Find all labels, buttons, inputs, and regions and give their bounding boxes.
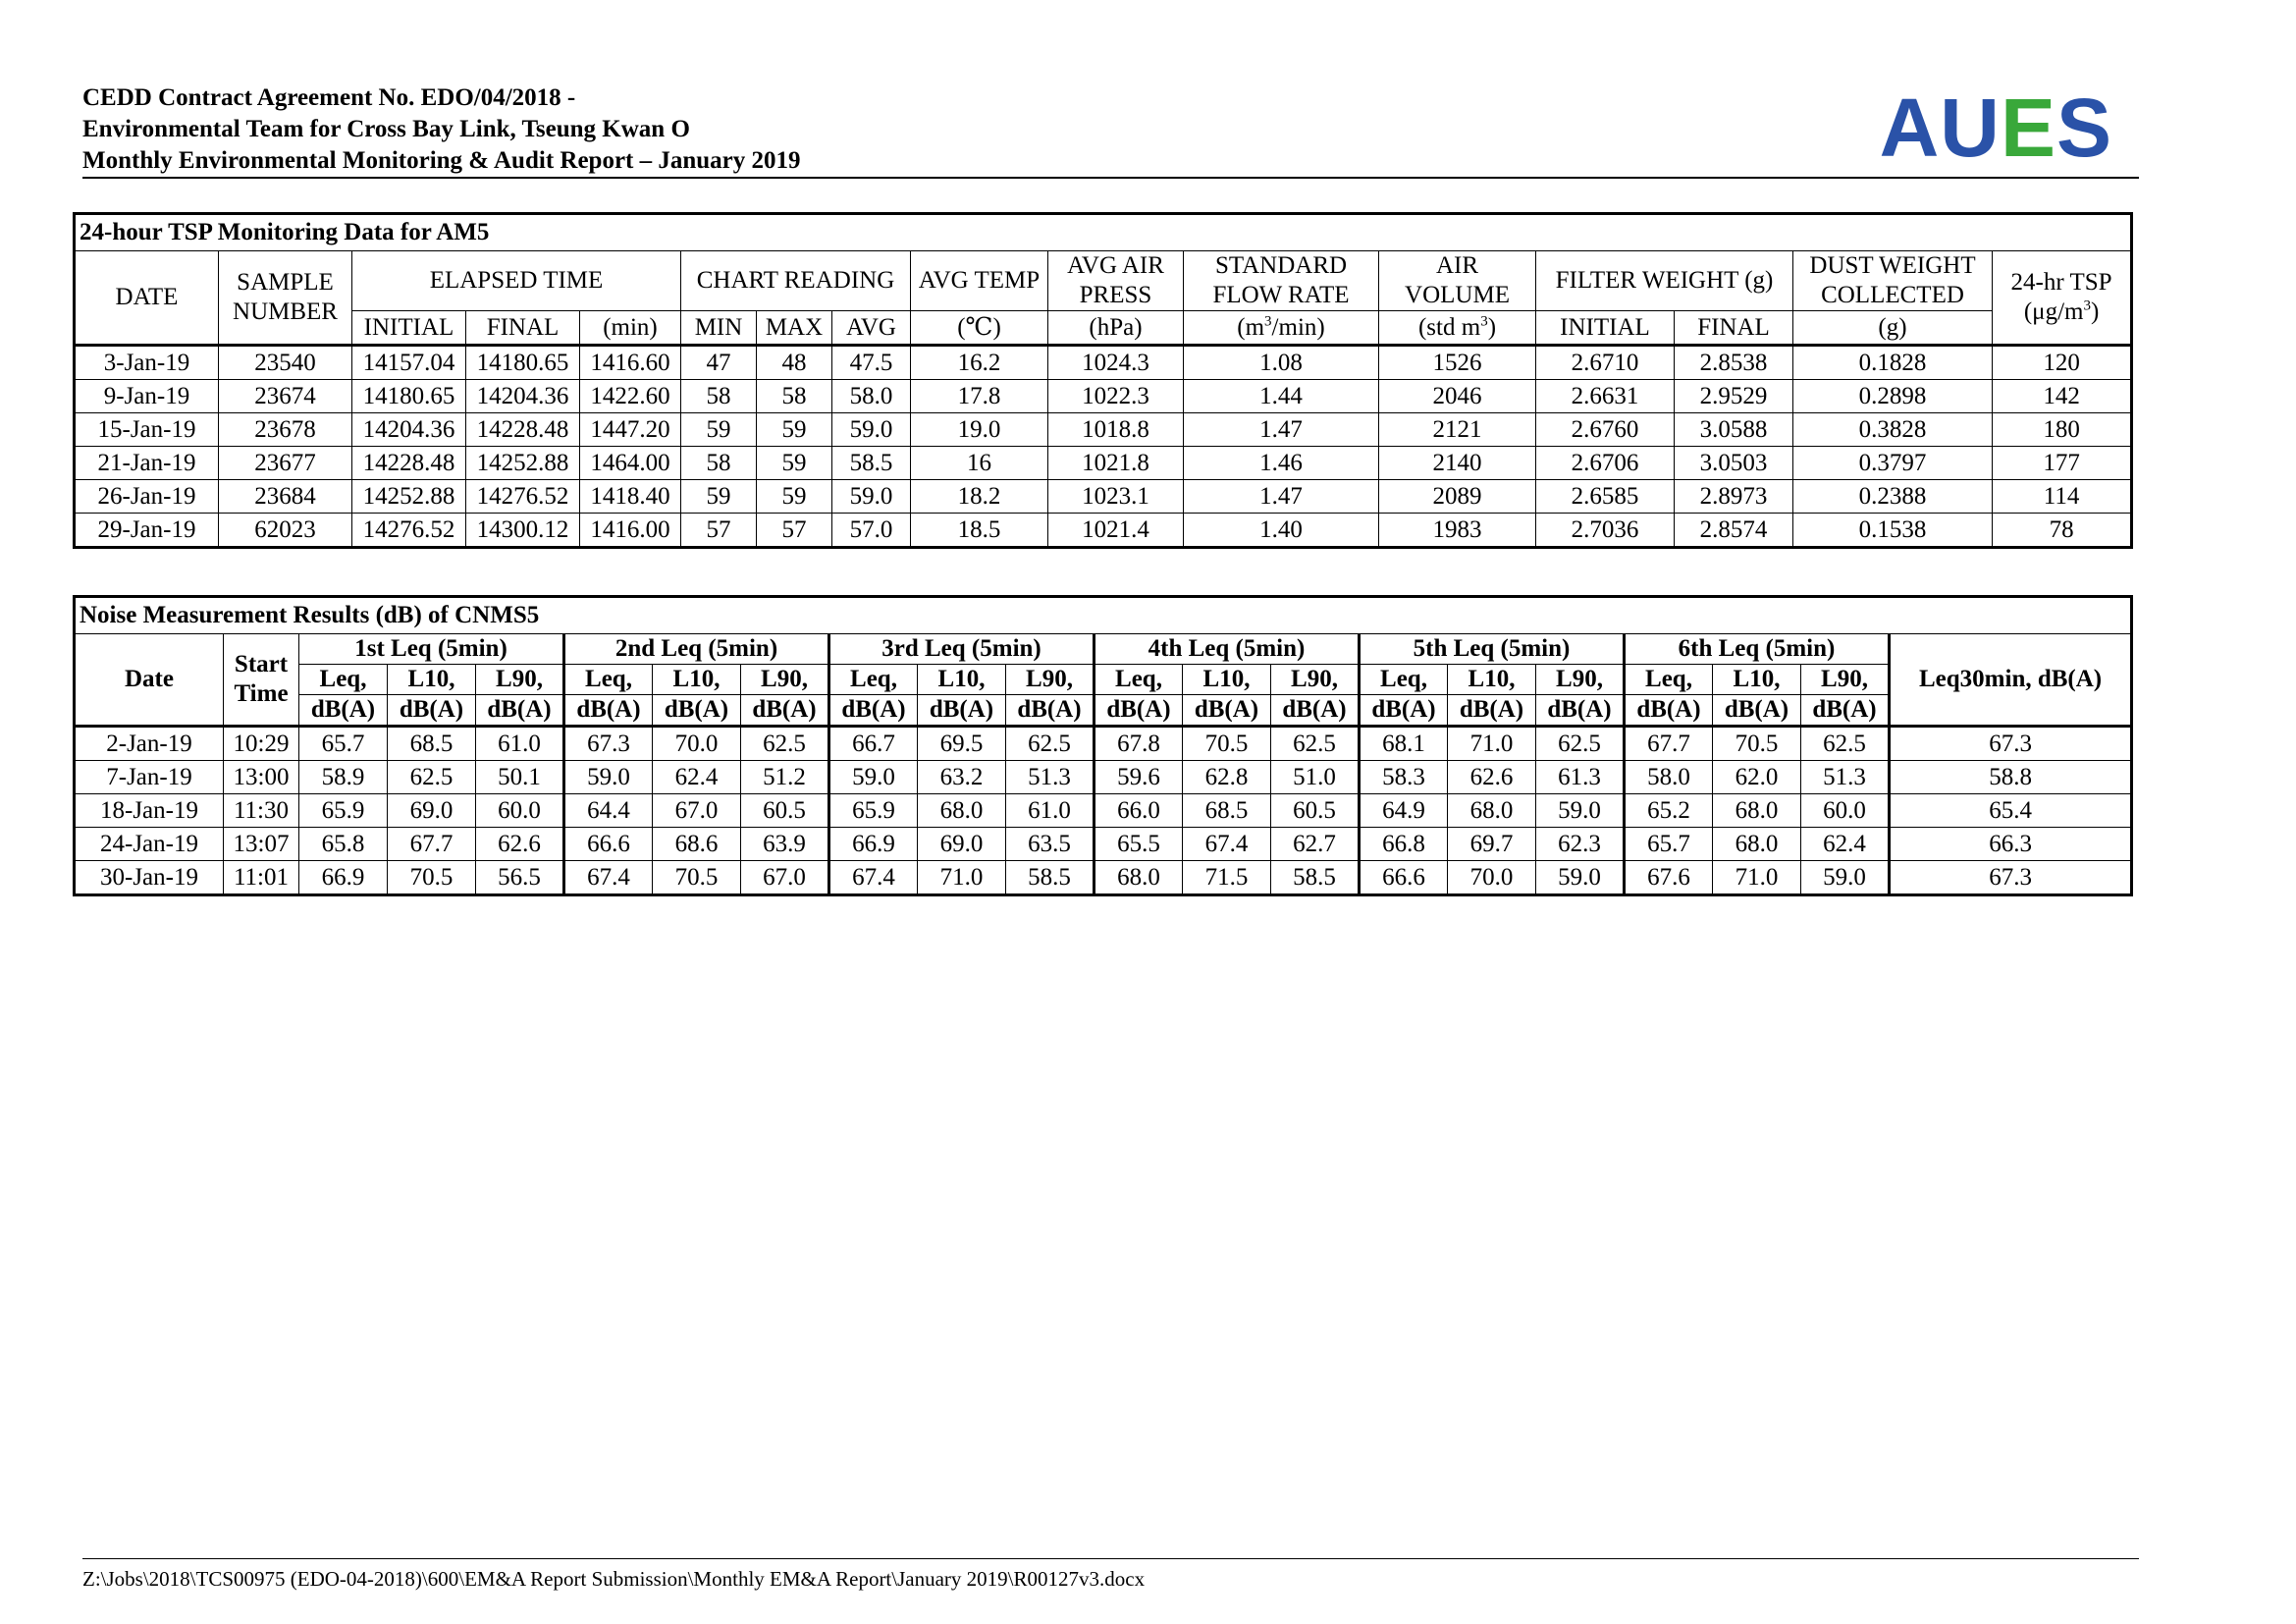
tsp-cell: 2.6631 [1536, 380, 1675, 413]
noise-header-unit: dB(A) [741, 695, 829, 727]
noise-table-row [75, 828, 2132, 861]
tsp-cell: 3.0503 [1675, 447, 1793, 480]
noise-cell: 62.7 [1271, 828, 1360, 861]
noise-header-metric: L10, [918, 665, 1006, 695]
noise-header-date: Date [75, 634, 224, 727]
tsp-cell: 2.6585 [1536, 480, 1675, 514]
noise-cell: 11:01 [224, 861, 299, 895]
noise-cell: 51.3 [1801, 761, 1890, 794]
tsp-cell: 120 [1993, 346, 2132, 380]
noise-header-unit: dB(A) [1183, 695, 1271, 727]
tsp-cell: 48 [757, 346, 832, 380]
noise-cell: 59.0 [564, 761, 653, 794]
tsp-cell: 0.1828 [1793, 346, 1993, 380]
tsp-cell: 1021.8 [1048, 447, 1184, 480]
noise-header-unit: dB(A) [1271, 695, 1360, 727]
tsp-cell: 14252.88 [466, 447, 580, 480]
tsp-cell: 14276.52 [466, 480, 580, 514]
tsp-header-date: DATE [75, 251, 219, 346]
noise-cell: 68.5 [1183, 794, 1271, 828]
noise-header-leq30: Leq30min, dB(A) [1890, 634, 2132, 727]
noise-cell: 60.0 [476, 794, 564, 828]
noise-header-unit: dB(A) [1006, 695, 1095, 727]
tsp-cell: 1018.8 [1048, 413, 1184, 447]
noise-cell: 67.3 [564, 727, 653, 761]
noise-cell: 66.9 [829, 828, 918, 861]
noise-cell: 68.1 [1360, 727, 1448, 761]
noise-table-row [75, 761, 2132, 794]
noise-cell: 60.5 [741, 794, 829, 828]
tsp-cell: 0.3797 [1793, 447, 1993, 480]
tsp-header-dust: DUST WEIGHT COLLECTED [1793, 251, 1993, 311]
tsp-cell: 1.40 [1184, 514, 1379, 548]
noise-header-metric: L10, [388, 665, 476, 695]
tsp-cell: 59 [757, 413, 832, 447]
aues-logo: AUES [1879, 81, 2112, 174]
noise-table-body [75, 727, 2132, 895]
tsp-header-elapsed-min: (min) [580, 311, 681, 346]
tsp-cell: 23678 [219, 413, 352, 447]
noise-cell: 59.0 [1536, 861, 1625, 895]
tsp-cell: 58.0 [832, 380, 911, 413]
noise-cell: 68.0 [1713, 794, 1801, 828]
noise-cell: 69.5 [918, 727, 1006, 761]
noise-table-caption: Noise Measurement Results (dB) of CNMS5 [75, 597, 2132, 634]
tsp-cell: 2.7036 [1536, 514, 1675, 548]
noise-header-metric: Leq, [299, 665, 388, 695]
tsp-cell: 23684 [219, 480, 352, 514]
tsp-header-filter: FILTER WEIGHT (g) [1536, 251, 1793, 311]
tsp-cell: 3.0588 [1675, 413, 1793, 447]
tsp-cell: 59 [681, 413, 757, 447]
noise-header-metric: Leq, [1625, 665, 1713, 695]
tsp-cell: 57.0 [832, 514, 911, 548]
header-line-contract: CEDD Contract Agreement No. EDO/04/2018 - [82, 84, 576, 111]
noise-header-metric: Leq, [564, 665, 653, 695]
tsp-header-volume: AIR VOLUME [1379, 251, 1536, 311]
tsp-monitoring-table [73, 212, 2133, 549]
header-text [82, 82, 801, 177]
tsp-cell: 14252.88 [352, 480, 466, 514]
tsp-cell: 1024.3 [1048, 346, 1184, 380]
noise-cell: 62.5 [741, 727, 829, 761]
tsp-cell: 58 [681, 380, 757, 413]
noise-header-metric: L90, [1801, 665, 1890, 695]
noise-cell: 51.0 [1271, 761, 1360, 794]
tsp-cell: 1416.60 [580, 346, 681, 380]
tsp-cell: 14157.04 [352, 346, 466, 380]
tsp-table-row [75, 413, 2132, 447]
tsp-header-elapsed: ELAPSED TIME [352, 251, 681, 311]
tsp-header-filter-final: FINAL [1675, 311, 1793, 346]
tsp-cell: 1447.20 [580, 413, 681, 447]
tsp-cell: 1418.40 [580, 480, 681, 514]
noise-header-unit: dB(A) [476, 695, 564, 727]
noise-cell: 66.0 [1095, 794, 1183, 828]
noise-cell: 67.4 [564, 861, 653, 895]
noise-cell: 62.5 [1271, 727, 1360, 761]
tsp-cell: 14228.48 [466, 413, 580, 447]
noise-cell: 71.0 [1713, 861, 1801, 895]
noise-cell: 70.5 [1183, 727, 1271, 761]
noise-cell: 66.3 [1890, 828, 2132, 861]
noise-cell: 69.0 [388, 794, 476, 828]
noise-cell: 68.0 [1095, 861, 1183, 895]
noise-cell: 61.0 [1006, 794, 1095, 828]
noise-header-metric: Leq, [829, 665, 918, 695]
noise-cell: 62.4 [653, 761, 741, 794]
noise-cell: 68.0 [1448, 794, 1536, 828]
noise-cell: 62.0 [1713, 761, 1801, 794]
noise-cell: 67.7 [1625, 727, 1713, 761]
noise-cell: 71.0 [1448, 727, 1536, 761]
noise-header-group: 3rd Leq (5min) [829, 634, 1095, 665]
tsp-cell: 19.0 [911, 413, 1048, 447]
tsp-header-elapsed-final: FINAL [466, 311, 580, 346]
tsp-cell: 14276.52 [352, 514, 466, 548]
tsp-cell: 14204.36 [466, 380, 580, 413]
noise-header-unit: dB(A) [829, 695, 918, 727]
noise-header-unit: dB(A) [1801, 695, 1890, 727]
tsp-cell: 1.47 [1184, 480, 1379, 514]
noise-cell: 67.0 [741, 861, 829, 895]
noise-cell: 11:30 [224, 794, 299, 828]
noise-results-table [73, 595, 2133, 896]
tsp-cell: 1.08 [1184, 346, 1379, 380]
noise-cell: 24-Jan-19 [75, 828, 224, 861]
noise-header-metric: L10, [653, 665, 741, 695]
noise-cell: 58.5 [1271, 861, 1360, 895]
noise-cell: 62.4 [1801, 828, 1890, 861]
noise-cell: 70.5 [388, 861, 476, 895]
tsp-cell: 59 [757, 480, 832, 514]
tsp-header-tsp-label: 24-hr TSP [2010, 269, 2112, 296]
noise-header-group: 1st Leq (5min) [299, 634, 564, 665]
noise-cell: 50.1 [476, 761, 564, 794]
tsp-cell: 9-Jan-19 [75, 380, 219, 413]
tsp-cell: 58 [757, 380, 832, 413]
tsp-table-row [75, 480, 2132, 514]
tsp-cell: 1.47 [1184, 413, 1379, 447]
tsp-table-body [75, 346, 2132, 548]
noise-table-row [75, 794, 2132, 828]
noise-cell: 66.8 [1360, 828, 1448, 861]
header-line-team: Environmental Team for Cross Bay Link, Tseung Kwan O [82, 116, 690, 142]
tsp-header-sample: SAMPLE NUMBER [219, 251, 352, 346]
tsp-cell: 1021.4 [1048, 514, 1184, 548]
noise-header-unit: dB(A) [918, 695, 1006, 727]
noise-header-unit: dB(A) [564, 695, 653, 727]
noise-cell: 65.2 [1625, 794, 1713, 828]
footer-divider [82, 1558, 2139, 1559]
tsp-cell: 16.2 [911, 346, 1048, 380]
tsp-cell: 1464.00 [580, 447, 681, 480]
noise-header-unit: dB(A) [1536, 695, 1625, 727]
noise-cell: 65.4 [1890, 794, 2132, 828]
tsp-cell: 17.8 [911, 380, 1048, 413]
noise-cell: 65.8 [299, 828, 388, 861]
noise-header-metric: Leq, [1360, 665, 1448, 695]
noise-cell: 65.9 [299, 794, 388, 828]
noise-cell: 70.0 [653, 727, 741, 761]
noise-cell: 13:07 [224, 828, 299, 861]
noise-cell: 68.6 [653, 828, 741, 861]
noise-header-group: 4th Leq (5min) [1095, 634, 1360, 665]
tsp-cell: 59.0 [832, 413, 911, 447]
tsp-cell: 14228.48 [352, 447, 466, 480]
noise-cell: 71.0 [918, 861, 1006, 895]
tsp-cell: 26-Jan-19 [75, 480, 219, 514]
tsp-header-chart-min: MIN [681, 311, 757, 346]
tsp-cell: 14300.12 [466, 514, 580, 548]
tsp-cell: 2.6760 [1536, 413, 1675, 447]
tsp-cell: 177 [1993, 447, 2132, 480]
tsp-cell: 1022.3 [1048, 380, 1184, 413]
tsp-cell: 16 [911, 447, 1048, 480]
noise-header-metric: L90, [1271, 665, 1360, 695]
noise-cell: 70.5 [653, 861, 741, 895]
noise-header-group: 2nd Leq (5min) [564, 634, 829, 665]
noise-cell: 70.5 [1713, 727, 1801, 761]
header-divider [82, 177, 2139, 179]
noise-cell: 10:29 [224, 727, 299, 761]
noise-cell: 59.0 [829, 761, 918, 794]
noise-cell: 68.0 [918, 794, 1006, 828]
noise-table-row [75, 727, 2132, 761]
noise-cell: 69.0 [918, 828, 1006, 861]
noise-cell: 58.9 [299, 761, 388, 794]
tsp-cell: 2089 [1379, 480, 1536, 514]
tsp-cell: 180 [1993, 413, 2132, 447]
tsp-cell: 114 [1993, 480, 2132, 514]
noise-cell: 68.0 [1713, 828, 1801, 861]
tsp-cell: 62023 [219, 514, 352, 548]
noise-cell: 58.5 [1006, 861, 1095, 895]
noise-cell: 69.7 [1448, 828, 1536, 861]
tsp-cell: 2.6710 [1536, 346, 1675, 380]
noise-header-unit: dB(A) [388, 695, 476, 727]
noise-header-unit: dB(A) [299, 695, 388, 727]
tsp-header-chart-max: MAX [757, 311, 832, 346]
tsp-cell: 21-Jan-19 [75, 447, 219, 480]
noise-table-row [75, 861, 2132, 895]
noise-cell: 68.5 [388, 727, 476, 761]
tsp-cell: 23677 [219, 447, 352, 480]
noise-cell: 56.5 [476, 861, 564, 895]
tsp-cell: 0.2388 [1793, 480, 1993, 514]
noise-cell: 58.3 [1360, 761, 1448, 794]
noise-cell: 63.2 [918, 761, 1006, 794]
noise-cell: 62.5 [1006, 727, 1095, 761]
noise-cell: 18-Jan-19 [75, 794, 224, 828]
noise-cell: 51.2 [741, 761, 829, 794]
noise-header-unit: dB(A) [1360, 695, 1448, 727]
noise-cell: 67.4 [829, 861, 918, 895]
noise-cell: 65.9 [829, 794, 918, 828]
tsp-cell: 23674 [219, 380, 352, 413]
tsp-table-row [75, 447, 2132, 480]
tsp-header-tsp [1993, 251, 2132, 346]
noise-cell: 67.6 [1625, 861, 1713, 895]
tsp-cell: 58.5 [832, 447, 911, 480]
noise-cell: 67.3 [1890, 727, 2132, 761]
noise-cell: 67.7 [388, 828, 476, 861]
noise-cell: 60.5 [1271, 794, 1360, 828]
noise-cell: 65.7 [299, 727, 388, 761]
noise-cell: 63.5 [1006, 828, 1095, 861]
noise-cell: 59.6 [1095, 761, 1183, 794]
tsp-header-flow: STANDARD FLOW RATE [1184, 251, 1379, 311]
tsp-cell: 0.2898 [1793, 380, 1993, 413]
noise-header-unit: dB(A) [653, 695, 741, 727]
tsp-cell: 47 [681, 346, 757, 380]
tsp-header-press-unit: (hPa) [1048, 311, 1184, 346]
tsp-cell: 58 [681, 447, 757, 480]
noise-cell: 62.5 [1536, 727, 1625, 761]
tsp-table-row [75, 514, 2132, 548]
tsp-header-chart: CHART READING [681, 251, 911, 311]
noise-cell: 61.0 [476, 727, 564, 761]
noise-cell: 58.8 [1890, 761, 2132, 794]
tsp-cell: 59.0 [832, 480, 911, 514]
tsp-cell: 78 [1993, 514, 2132, 548]
noise-cell: 60.0 [1801, 794, 1890, 828]
tsp-cell: 1.44 [1184, 380, 1379, 413]
tsp-header-press: AVG AIR PRESS [1048, 251, 1184, 311]
tsp-cell: 142 [1993, 380, 2132, 413]
noise-cell: 2-Jan-19 [75, 727, 224, 761]
tsp-table-caption: 24-hour TSP Monitoring Data for AM5 [75, 214, 2132, 251]
noise-header-metric: L10, [1448, 665, 1536, 695]
noise-cell: 58.0 [1625, 761, 1713, 794]
tsp-header-tsp-unit: $(\mu g/m^3)$ [2023, 298, 2100, 325]
noise-cell: 66.6 [564, 828, 653, 861]
tsp-header-temp-unit: (℃) [911, 311, 1048, 346]
tsp-header-filter-initial: INITIAL [1536, 311, 1675, 346]
tsp-cell: 47.5 [832, 346, 911, 380]
noise-header-unit: dB(A) [1448, 695, 1536, 727]
tsp-cell: 18.2 [911, 480, 1048, 514]
noise-cell: 66.9 [299, 861, 388, 895]
tsp-cell: 59 [757, 447, 832, 480]
tsp-cell: 18.5 [911, 514, 1048, 548]
tsp-header-flow-unit: $(m^3/\min)$ [1184, 311, 1379, 346]
noise-cell: 64.9 [1360, 794, 1448, 828]
tsp-cell: 29-Jan-19 [75, 514, 219, 548]
noise-cell: 70.0 [1448, 861, 1536, 895]
tsp-header-volume-unit: (std $m^3$) [1379, 311, 1536, 346]
tsp-cell: 2140 [1379, 447, 1536, 480]
noise-cell: 62.3 [1536, 828, 1625, 861]
noise-cell: 67.3 [1890, 861, 2132, 895]
tsp-table-row [75, 346, 2132, 380]
noise-header-unit: dB(A) [1713, 695, 1801, 727]
noise-header-unit: dB(A) [1095, 695, 1183, 727]
noise-cell: 62.8 [1183, 761, 1271, 794]
tsp-cell: 3-Jan-19 [75, 346, 219, 380]
noise-cell: 63.9 [741, 828, 829, 861]
noise-cell: 65.5 [1095, 828, 1183, 861]
tsp-cell: 14180.65 [466, 346, 580, 380]
tsp-header-chart-avg: AVG [832, 311, 911, 346]
tsp-cell: 2046 [1379, 380, 1536, 413]
tsp-cell: 57 [681, 514, 757, 548]
noise-cell: 30-Jan-19 [75, 861, 224, 895]
footer-file-path: Z:\Jobs\2018\TCS00975 (EDO-04-2018)\600\EM&A Report Submission\Monthly EM&A Report\January 2019\R00127v3.docx [82, 1567, 1146, 1591]
noise-header-metric: L90, [476, 665, 564, 695]
noise-cell: 71.5 [1183, 861, 1271, 895]
noise-header-metric: L10, [1183, 665, 1271, 695]
noise-header-metric: L10, [1713, 665, 1801, 695]
noise-cell: 59.0 [1801, 861, 1890, 895]
tsp-cell: 23540 [219, 346, 352, 380]
tsp-cell: 1023.1 [1048, 480, 1184, 514]
noise-cell: 62.6 [476, 828, 564, 861]
noise-cell: 67.0 [653, 794, 741, 828]
noise-header-metric: Leq, [1095, 665, 1183, 695]
noise-cell: 51.3 [1006, 761, 1095, 794]
tsp-cell: 1422.60 [580, 380, 681, 413]
noise-header-unit: dB(A) [1625, 695, 1713, 727]
tsp-cell: 2.8973 [1675, 480, 1793, 514]
noise-cell: 66.6 [1360, 861, 1448, 895]
tsp-cell: 1526 [1379, 346, 1536, 380]
tsp-cell: 2.8574 [1675, 514, 1793, 548]
tsp-cell: 59 [681, 480, 757, 514]
noise-header-metric: L90, [1006, 665, 1095, 695]
tsp-cell: 1983 [1379, 514, 1536, 548]
tsp-cell: 0.3828 [1793, 413, 1993, 447]
tsp-cell: 57 [757, 514, 832, 548]
tsp-cell: 1416.00 [580, 514, 681, 548]
header-line-report: Monthly Environmental Monitoring & Audit Report – January 2019 [82, 147, 801, 174]
tsp-cell: 2.8538 [1675, 346, 1793, 380]
tsp-cell: 14204.36 [352, 413, 466, 447]
tsp-header-elapsed-initial: INITIAL [352, 311, 466, 346]
tsp-cell: 1.46 [1184, 447, 1379, 480]
noise-header-metric: L90, [1536, 665, 1625, 695]
noise-cell: 62.6 [1448, 761, 1536, 794]
tsp-cell: 0.1538 [1793, 514, 1993, 548]
tsp-cell: 2.6706 [1536, 447, 1675, 480]
noise-cell: 64.4 [564, 794, 653, 828]
noise-cell: 66.7 [829, 727, 918, 761]
noise-cell: 13:00 [224, 761, 299, 794]
noise-cell: 62.5 [388, 761, 476, 794]
noise-header-metric: L90, [741, 665, 829, 695]
noise-cell: 7-Jan-19 [75, 761, 224, 794]
tsp-table-row [75, 380, 2132, 413]
tsp-cell: 2.9529 [1675, 380, 1793, 413]
noise-header-group: 6th Leq (5min) [1625, 634, 1890, 665]
noise-cell: 67.4 [1183, 828, 1271, 861]
noise-cell: 61.3 [1536, 761, 1625, 794]
report-header [82, 82, 2124, 181]
noise-header-group: 5th Leq (5min) [1360, 634, 1625, 665]
tsp-cell: 14180.65 [352, 380, 466, 413]
tsp-cell: 2121 [1379, 413, 1536, 447]
noise-cell: 59.0 [1536, 794, 1625, 828]
noise-cell: 65.7 [1625, 828, 1713, 861]
noise-cell: 67.8 [1095, 727, 1183, 761]
tsp-header-temp: AVG TEMP [911, 251, 1048, 311]
noise-cell: 62.5 [1801, 727, 1890, 761]
tsp-cell: 15-Jan-19 [75, 413, 219, 447]
noise-header-start-time: Start Time [224, 634, 299, 727]
tsp-header-dust-unit: (g) [1793, 311, 1993, 346]
